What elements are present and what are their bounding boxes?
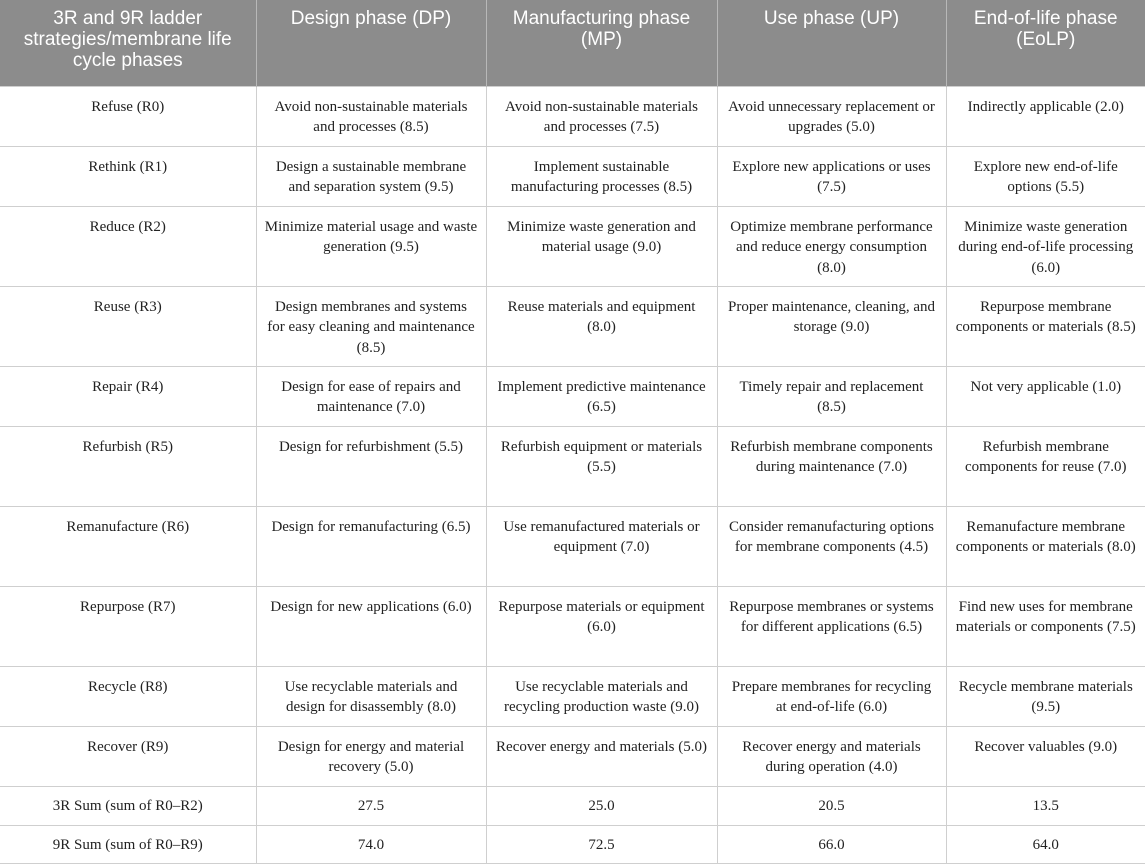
strategy-cell: Refurbish (R5)	[0, 426, 256, 506]
mp-cell: Reuse materials and equipment (8.0)	[486, 286, 717, 366]
dp-cell: Use recyclable materials and design for disassembly (8.0)	[256, 666, 486, 726]
table-row	[0, 726, 1145, 786]
strategy-cell: Recycle (R8)	[0, 666, 256, 726]
eolp-cell: 13.5	[946, 786, 1145, 825]
strategy-cell: Reduce (R2)	[0, 206, 256, 286]
up-cell: Recover energy and materials during operation (4.0)	[717, 726, 946, 786]
strategy-cell: Reuse (R3)	[0, 286, 256, 366]
table-row	[0, 86, 1145, 146]
dp-cell: Design membranes and systems for easy cleaning and maintenance (8.5)	[256, 286, 486, 366]
eolp-cell: Minimize waste generation during end-of-life processing (6.0)	[946, 206, 1145, 286]
table-row	[0, 206, 1145, 286]
strategy-cell: Remanufacture (R6)	[0, 506, 256, 586]
eolp-cell: Refurbish membrane components for reuse (7.0)	[946, 426, 1145, 506]
table-row	[0, 506, 1145, 586]
mp-cell: 72.5	[486, 825, 717, 863]
dp-cell: Design for refurbishment (5.5)	[256, 426, 486, 506]
up-cell: 20.5	[717, 786, 946, 825]
mp-cell: 25.0	[486, 786, 717, 825]
header-manufacturing-phase: Manufacturing phase (MP)	[486, 0, 717, 86]
up-cell: Refurbish membrane components during maintenance (7.0)	[717, 426, 946, 506]
strategy-cell: Refuse (R0)	[0, 86, 256, 146]
mp-cell: Avoid non-sustainable materials and processes (7.5)	[486, 86, 717, 146]
mp-cell: Use remanufactured materials or equipment (7.0)	[486, 506, 717, 586]
strategy-cell: Repurpose (R7)	[0, 586, 256, 666]
up-cell: Avoid unnecessary replacement or upgrades (5.0)	[717, 86, 946, 146]
eolp-cell: Recover valuables (9.0)	[946, 726, 1145, 786]
mp-cell: Minimize waste generation and material usage (9.0)	[486, 206, 717, 286]
dp-cell: Design for ease of repairs and maintenance (7.0)	[256, 366, 486, 426]
sum-row-9r	[0, 825, 1145, 863]
eolp-cell: 64.0	[946, 825, 1145, 863]
up-cell: Repurpose membranes or systems for different applications (6.5)	[717, 586, 946, 666]
sum-row-3r	[0, 786, 1145, 825]
strategy-cell: Repair (R4)	[0, 366, 256, 426]
mp-cell: Recover energy and materials (5.0)	[486, 726, 717, 786]
table-row	[0, 586, 1145, 666]
dp-cell: Minimize material usage and waste generation (9.5)	[256, 206, 486, 286]
table-row	[0, 666, 1145, 726]
dp-cell: 27.5	[256, 786, 486, 825]
header-use-phase: Use phase (UP)	[717, 0, 946, 86]
header-end-of-life-phase: End-of-life phase (EoLP)	[946, 0, 1145, 86]
dp-cell: Design for energy and material recovery (5.0)	[256, 726, 486, 786]
mp-cell: Use recyclable materials and recycling production waste (9.0)	[486, 666, 717, 726]
up-cell: Timely repair and replacement (8.5)	[717, 366, 946, 426]
mp-cell: Repurpose materials or equipment (6.0)	[486, 586, 717, 666]
mp-cell: Implement sustainable manufacturing processes (8.5)	[486, 146, 717, 206]
eolp-cell: Recycle membrane materials (9.5)	[946, 666, 1145, 726]
table-row	[0, 426, 1145, 506]
strategy-cell: Rethink (R1)	[0, 146, 256, 206]
header-row	[0, 0, 1145, 86]
strategy-cell: 9R Sum (sum of R0–R9)	[0, 825, 256, 863]
eolp-cell: Not very applicable (1.0)	[946, 366, 1145, 426]
table-row	[0, 366, 1145, 426]
dp-cell: Design a sustainable membrane and separation system (9.5)	[256, 146, 486, 206]
mp-cell: Implement predictive maintenance (6.5)	[486, 366, 717, 426]
mp-cell: Refurbish equipment or materials (5.5)	[486, 426, 717, 506]
strategy-cell: 3R Sum (sum of R0–R2)	[0, 786, 256, 825]
eolp-cell: Remanufacture membrane components or materials (8.0)	[946, 506, 1145, 586]
header-design-phase: Design phase (DP)	[256, 0, 486, 86]
table-row	[0, 286, 1145, 366]
strategy-cell: Recover (R9)	[0, 726, 256, 786]
dp-cell: 74.0	[256, 825, 486, 863]
up-cell: Optimize membrane performance and reduce energy consumption (8.0)	[717, 206, 946, 286]
up-cell: Prepare membranes for recycling at end-of-life (6.0)	[717, 666, 946, 726]
eolp-cell: Explore new end-of-life options (5.5)	[946, 146, 1145, 206]
dp-cell: Design for remanufacturing (6.5)	[256, 506, 486, 586]
up-cell: Consider remanufacturing options for membrane components (4.5)	[717, 506, 946, 586]
dp-cell: Design for new applications (6.0)	[256, 586, 486, 666]
up-cell: Proper maintenance, cleaning, and storage (9.0)	[717, 286, 946, 366]
table-row	[0, 146, 1145, 206]
eolp-cell: Find new uses for membrane materials or components (7.5)	[946, 586, 1145, 666]
eolp-cell: Repurpose membrane components or materials (8.5)	[946, 286, 1145, 366]
eolp-cell: Indirectly applicable (2.0)	[946, 86, 1145, 146]
up-cell: Explore new applications or uses (7.5)	[717, 146, 946, 206]
header-strategy: 3R and 9R ladder strategies/membrane life cycle phases	[0, 0, 256, 86]
dp-cell: Avoid non-sustainable materials and processes (8.5)	[256, 86, 486, 146]
up-cell: 66.0	[717, 825, 946, 863]
